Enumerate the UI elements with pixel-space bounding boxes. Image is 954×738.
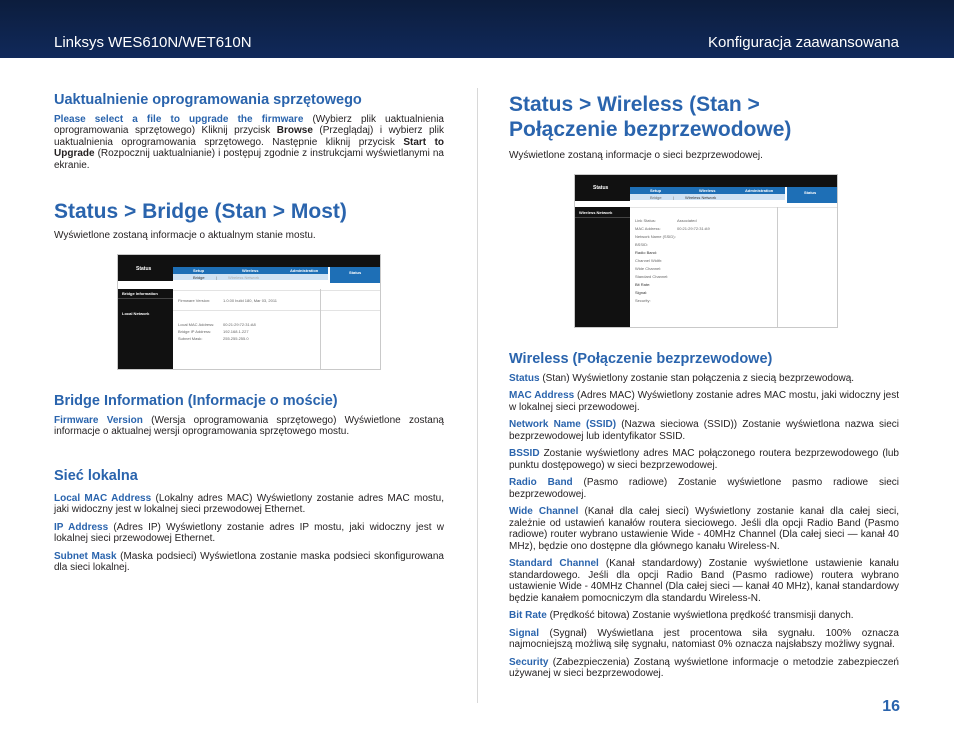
- wireless-item: [509, 628, 899, 651]
- wireless-details: [509, 351, 900, 680]
- wireless-item-text: (Zabezpieczenia) Zostaną wyświetlone informacje o metodzie zabezpieczeń używanej w sieci bezprzewodowej.: [509, 656, 899, 679]
- wireless-item-term: Bit Rate: [509, 610, 547, 621]
- shot-tab-setup: Setup: [650, 188, 662, 193]
- shot-row-label: Network Name (SSID):: [635, 234, 676, 239]
- shot-row-label: Standard Channel:: [635, 274, 669, 279]
- browse-term: Browse: [276, 125, 313, 136]
- shot-tab-admin: Administration: [290, 268, 319, 273]
- firmware-text-1: (Wybierz plik uaktualnienia oprogramowania sprzętowego) Kliknij przycisk: [54, 113, 444, 136]
- local-network-section: [54, 468, 445, 574]
- shot-right-border: [320, 289, 321, 369]
- wireless-item: [509, 610, 899, 622]
- left-column: [54, 92, 445, 171]
- shot-row-value: 1.0.00 build 180, Mar 03, 2011: [223, 298, 277, 303]
- wireless-item-text: Zostanie wyświetlony adres MAC połączonego routera bezprzewodowego (lub punktu dostępowego) w sieci bezprzewodowej.: [509, 448, 899, 471]
- shot-tab-wireless: Wireless: [699, 188, 716, 193]
- shot-brand: Status: [136, 266, 152, 272]
- shot-row-value: 00:21:29:72:31:A9: [677, 226, 710, 231]
- column-divider: [477, 88, 478, 703]
- shot-row-value: Associated: [677, 218, 697, 223]
- shot-row-label: MAC Address:: [635, 226, 661, 231]
- local-mac-text: (Lokalny adres MAC) Wyświetlony zostanie adres MAC mostu, jaki widoczny jest w lokalnej sieci przewodowej Ethernet.: [54, 492, 445, 515]
- shot-sidebar: [575, 207, 630, 327]
- shot-row-label: Local MAC Address:: [178, 322, 215, 327]
- wireless-item-text: (Sygnał) Wyświetlana jest procentowa siła sygnału. 100% oznacza najmocniejszą możliwą siłę sygnału, natomiast 0% oznacza najsłabszy możliwy sygnał.: [509, 627, 899, 650]
- shot-right-border: [777, 207, 778, 327]
- shot-section-bridge: Bridge Information: [122, 291, 158, 296]
- wireless-item-term: BSSID: [509, 448, 540, 459]
- bridge-intro: Wyświetlone zostaną informacje o aktualnym stanie mostu.: [54, 230, 316, 241]
- shot-row-label: Bit Rate:: [635, 282, 651, 287]
- wireless-item-text: (Adres MAC) Wyświetlony zostanie adres MAC mostu, jaki widoczny jest w lokalnej sieci przewodowej.: [509, 390, 899, 413]
- shot-row-label: Bridge IP Address:: [178, 329, 212, 334]
- wireless-item-text: (Nazwa sieciowa (SSID)) Zostanie wyświetlona nazwa sieci bezprzewodowej lub identyfikator SSID.: [509, 419, 900, 442]
- firmware-text-2: (Przeglądaj) i wybierz plik uaktualnienia oprogramowania sprzętowego. Następnie kliknij przycisk: [54, 125, 444, 148]
- firmware-term: Please select a file to upgrade the firmware: [54, 113, 304, 125]
- wireless-item-text: (Kanał dla całej sieci) Wyświetlony zostanie kanał dla całej sieci, zależnie od ustawień kanałów routera sieciowego. Jeśli dla opcji Radio Band (Pasmo radiowe) router wybrano ustawienie Wide - 40MHz Channel (Dla całej sieci — kanał 40 MHz), będzie ono dostępne dla głównego kanału Wireless-N.: [509, 506, 900, 552]
- shot-rule-1: [173, 290, 380, 291]
- shot-rule-2: [173, 310, 380, 311]
- shot-active-tab: Status: [349, 270, 362, 275]
- shot-section-local: Local Network: [122, 311, 150, 316]
- shot-row-label: Channel Width:: [635, 258, 663, 263]
- shot-row-value: 00:21:29:72:31:A8: [223, 322, 256, 327]
- shot-topbar: [173, 255, 380, 267]
- shot-row-label: Signal:: [635, 290, 648, 295]
- wireless-item: [509, 558, 899, 604]
- wireless-title: Status > Wireless (Stan > Połączenie bezprzewodowe): [509, 93, 792, 141]
- firmware-text-3: (Rozpocznij uaktualnianie) i postępuj zgodnie z instrukcjami wyświetlanymi na ekranie.: [54, 148, 444, 171]
- wireless-intro: Wyświetlone zostaną informacje o sieci bezprzewodowej.: [509, 150, 763, 161]
- fw-version-paragraph: [54, 415, 444, 438]
- firmware-heading: Uaktualnienie oprogramowania sprzętowego: [54, 92, 362, 108]
- wireless-section: [509, 92, 899, 162]
- shot-section-wireless: Wireless Network: [579, 210, 613, 215]
- wireless-item: [509, 477, 899, 500]
- wireless-item: [509, 448, 899, 471]
- shot-sidebar: [118, 289, 173, 369]
- ip-text: (Adres IP) Wyświetlony zostanie adres IP mostu, jaki widoczny jest w lokalnej sieci przewodowej Ethernet.: [54, 521, 444, 544]
- wireless-item-text: (Prędkość bitowa) Zostanie wyświetlona prędkość transmisji danych.: [546, 610, 854, 621]
- bridge-status-screenshot: [117, 254, 381, 370]
- wireless-item: [509, 390, 899, 413]
- wireless-item-term: Signal: [509, 627, 540, 639]
- shot-tab-admin: Administration: [745, 188, 774, 193]
- product-name: Linksys WES610N/WET610N: [54, 34, 252, 51]
- subnet-text: (Maska podsieci) Wyświetlona zostanie maska podsieci skonfigurowana dla sieci lokalnej.: [54, 550, 444, 573]
- shot-row-label: Link Status:: [635, 218, 656, 223]
- bridge-info-heading: Bridge Information (Informacje o moście): [54, 393, 338, 409]
- shot-row-value: 255.255.255.0: [223, 336, 249, 341]
- local-mac-term: Local MAC Address: [54, 492, 152, 504]
- bridge-section: [54, 199, 444, 242]
- shot-sidebar-line: [575, 217, 630, 218]
- shot-subtab-wireless: Wireless Network: [685, 195, 717, 200]
- wireless-item-term: Security: [509, 656, 549, 668]
- wireless-item-term: MAC Address: [509, 390, 575, 401]
- bridge-info-section: [54, 393, 444, 438]
- shot-rule-1: [630, 207, 837, 208]
- shot-row-label: Subnet Mask:: [178, 336, 203, 341]
- start-upgrade-term: Start to Upgrade: [54, 136, 445, 159]
- shot-subtab-bridge: Bridge: [193, 275, 205, 280]
- page-number: 16: [882, 698, 900, 715]
- local-mac-paragraph: [54, 493, 444, 516]
- wireless-item-term: Radio Band: [509, 477, 573, 488]
- ip-paragraph: [54, 522, 444, 545]
- local-network-heading: Sieć lokalna: [54, 468, 138, 484]
- wireless-item-text: (Pasmo radiowe) Zostanie wyświetlone pasmo radiowe sieci bezprzewodowej.: [509, 477, 899, 500]
- fw-version-text: (Wersja oprogramowania sprzętowego) Wyświetlone zostaną informacje o aktualnej wersji oprogramowania sprzętowego mostu.: [54, 414, 444, 437]
- shot-subtab-sep: |: [216, 275, 218, 280]
- subnet-term: Subnet Mask: [54, 550, 117, 562]
- shot-row-label: Radio Band:: [635, 250, 658, 255]
- wireless-item-term: Status: [509, 372, 540, 384]
- wireless-item: [509, 506, 899, 552]
- wireless-item: [509, 657, 899, 680]
- shot-active-tab: Status: [804, 190, 817, 195]
- wireless-item-term: Wide Channel: [509, 506, 579, 517]
- shot-tab-setup: Setup: [193, 268, 205, 273]
- shot-topbar: [630, 175, 837, 187]
- wireless-item-term: Standard Channel: [509, 558, 599, 569]
- subnet-paragraph: [54, 551, 444, 574]
- wireless-item-text: (Stan) Wyświetlony zostanie stan połączenia z siecią bezprzewodową.: [539, 372, 855, 384]
- shot-row-value: 192.168.1.227: [223, 329, 249, 334]
- firmware-paragraph: [54, 114, 444, 172]
- wireless-item: [509, 373, 899, 385]
- fw-version-term: Firmware Version: [54, 414, 143, 426]
- page-header: [0, 0, 954, 58]
- shot-subtab-bridge: Bridge: [650, 195, 662, 200]
- wireless-item-text: (Kanał standardowy) Zostanie wyświetlone ustawienie kanału standardowego. Jeśli dla opcji Radio Band (Pasmo radiowe) routera wybrano ustawienie Wide - 40MHz Channel (Dla całej sieci — kanał 40 MHz), kanał standardowy będzie kanałem pomocniczym dla standardu Wireless-N.: [509, 558, 899, 604]
- section-name: Konfiguracja zaawansowana: [708, 34, 899, 51]
- wireless-status-screenshot: [574, 174, 838, 328]
- ip-term: IP Address: [54, 521, 109, 533]
- shot-sidebar-line: [118, 298, 173, 299]
- shot-row-label: Wide Channel:: [635, 266, 662, 271]
- wireless-item-list: [509, 373, 899, 680]
- wireless-heading: Wireless (Połączenie bezprzewodowe): [509, 351, 773, 367]
- shot-subtab-sep: |: [673, 195, 675, 200]
- shot-row-label: Firmware Version:: [178, 298, 211, 303]
- shot-tab-wireless: Wireless: [242, 268, 259, 273]
- shot-brand: Status: [593, 185, 609, 191]
- shot-row-label: BSSID:: [635, 242, 649, 247]
- shot-subtab-wireless: Wireless Network: [228, 275, 260, 280]
- bridge-title: Status > Bridge (Stan > Most): [54, 200, 347, 223]
- wireless-item-term: Network Name (SSID): [509, 419, 617, 430]
- shot-row-label: Security:: [635, 298, 651, 303]
- wireless-item: [509, 419, 899, 442]
